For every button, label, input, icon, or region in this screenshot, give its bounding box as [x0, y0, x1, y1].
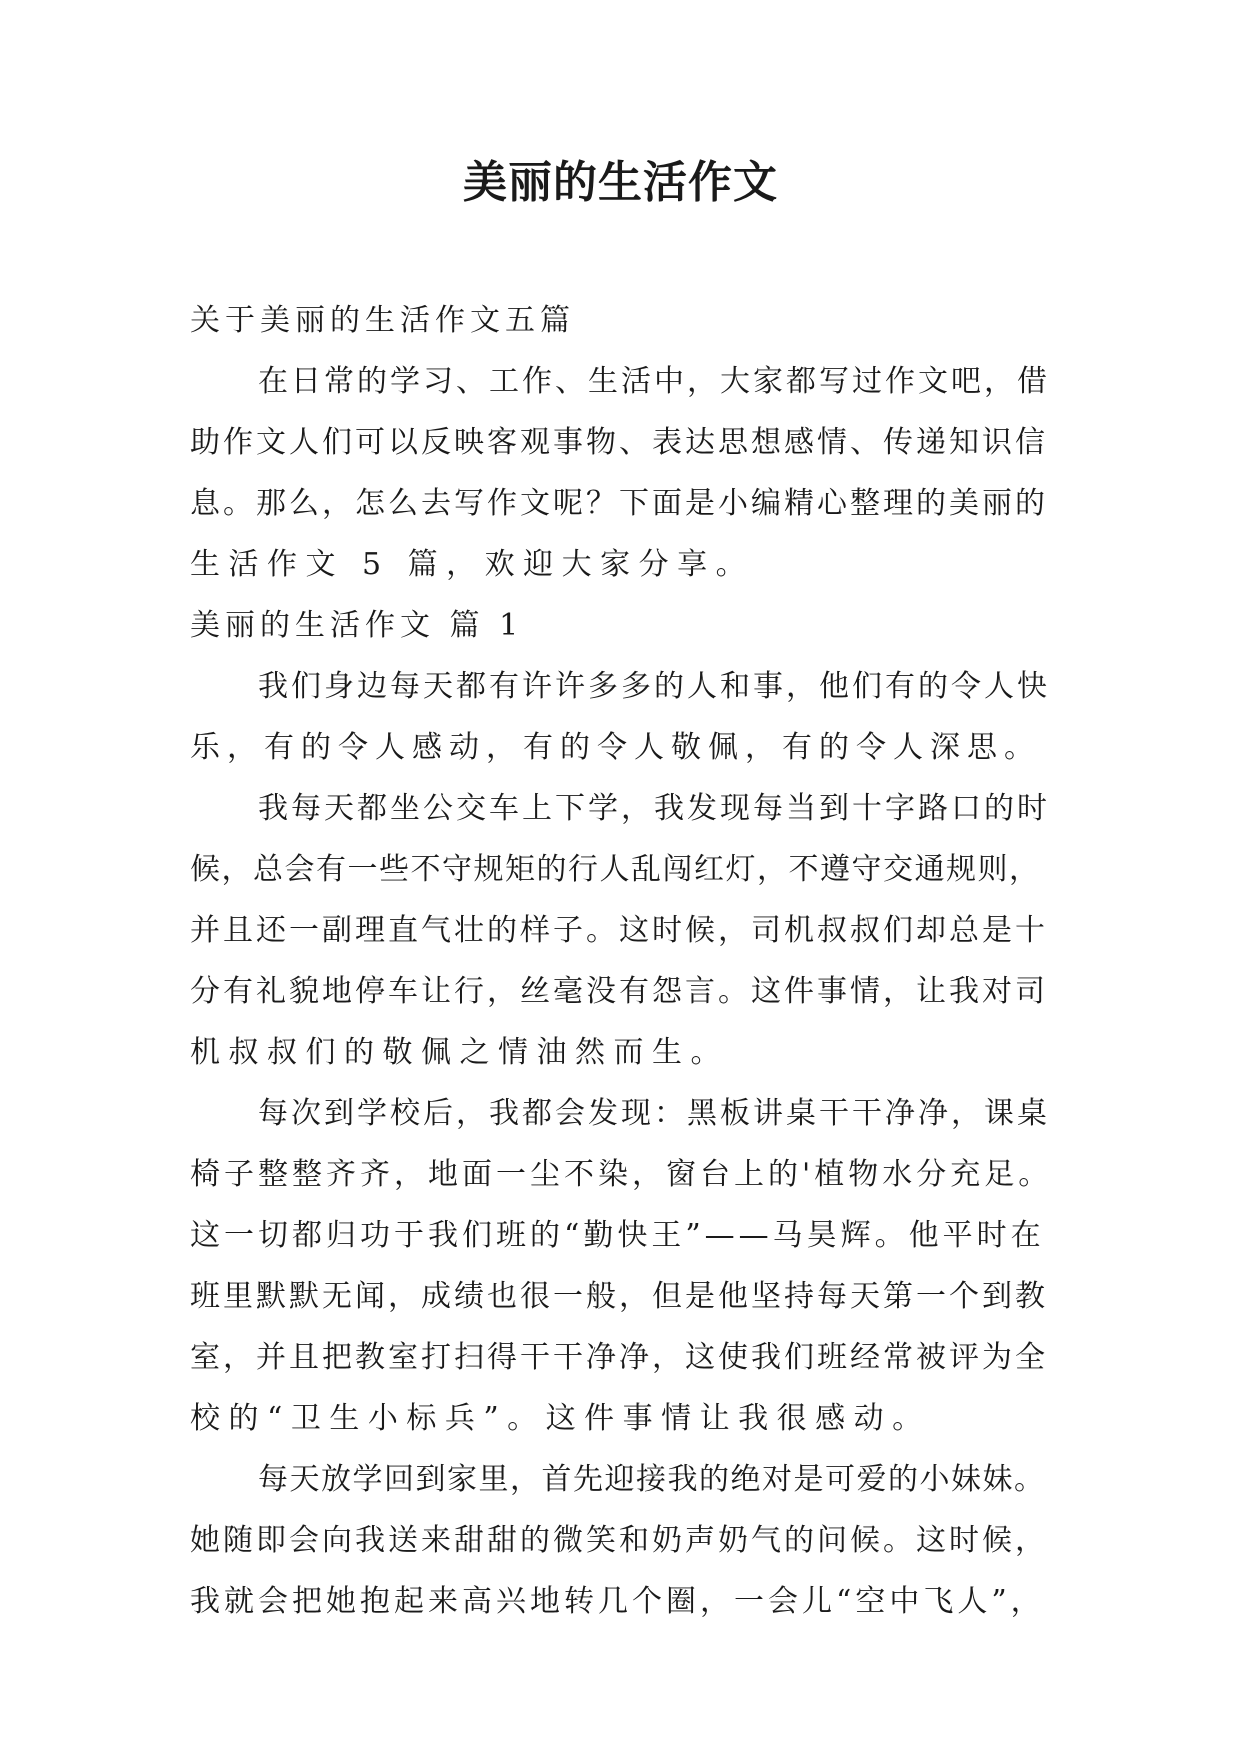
- document-title: 美丽的生活作文: [463, 157, 778, 208]
- paragraph-line: 候，总会有一些不守规矩的行人乱闯红灯，不遵守交通规则，: [190, 852, 1041, 887]
- paragraph-line: 椅子整整齐齐，地面一尘不染，窗台上的'植物水分充足。: [190, 1157, 1053, 1192]
- paragraph-line: 校的“卫生小标兵”。这件事情让我很感动。: [190, 1401, 931, 1436]
- section-heading: 美丽的生活作文 篇 1: [190, 608, 524, 643]
- paragraph-line: 并且还一副理直气壮的样子。这时候，司机叔叔们却总是十: [190, 913, 1048, 948]
- paragraph-line: 分有礼貌地停车让行，丝毫没有怨言。这件事情，让我对司: [190, 974, 1048, 1009]
- paragraph-line: 在日常的学习、工作、生活中，大家都写过作文吧，借: [258, 364, 1050, 399]
- paragraph-line: 我每天都坐公交车上下学，我发现每当到十字路口的时: [258, 791, 1050, 826]
- paragraph-line: 她随即会向我送来甜甜的微笑和奶声奶气的问候。这时候，: [190, 1523, 1048, 1558]
- paragraph-line: 息。那么，怎么去写作文呢？下面是小编精心整理的美丽的: [190, 486, 1048, 521]
- paragraph-line: 这一切都归功于我们班的“勤快王”——马昊辉。他平时在: [190, 1218, 1045, 1253]
- paragraph-line: 生活作文 5 篇，欢迎大家分享。: [190, 547, 755, 582]
- paragraph-line: 机叔叔们的敬佩之情油然而生。: [190, 1035, 729, 1070]
- paragraph-line: 室，并且把教室打扫得干干净净，这使我们班经常被评为全: [190, 1340, 1048, 1375]
- paragraph-line: 我就会把她抱起来高兴地转几个圈，一会儿“空中飞人”，: [190, 1584, 1045, 1619]
- paragraph-line: 助作文人们可以反映客观事物、表达思想感情、传递知识信: [190, 425, 1048, 460]
- subtitle-line: 关于美丽的生活作文五篇: [190, 303, 575, 338]
- paragraph-line: 乐，有的令人感动，有的令人敬佩，有的令人深思。: [190, 730, 1041, 765]
- paragraph-line: 每天放学回到家里，首先迎接我的绝对是可爱的小妹妹。: [258, 1462, 1046, 1497]
- paragraph-line: 班里默默无闻，成绩也很一般，但是他坚持每天第一个到教: [190, 1279, 1048, 1314]
- document-body: [190, 290, 1052, 1632]
- paragraph-line: 我们身边每天都有许许多多的人和事，他们有的令人快: [258, 669, 1050, 704]
- paragraph-line: 每次到学校后，我都会发现：黑板讲桌干干净净，课桌: [258, 1096, 1050, 1131]
